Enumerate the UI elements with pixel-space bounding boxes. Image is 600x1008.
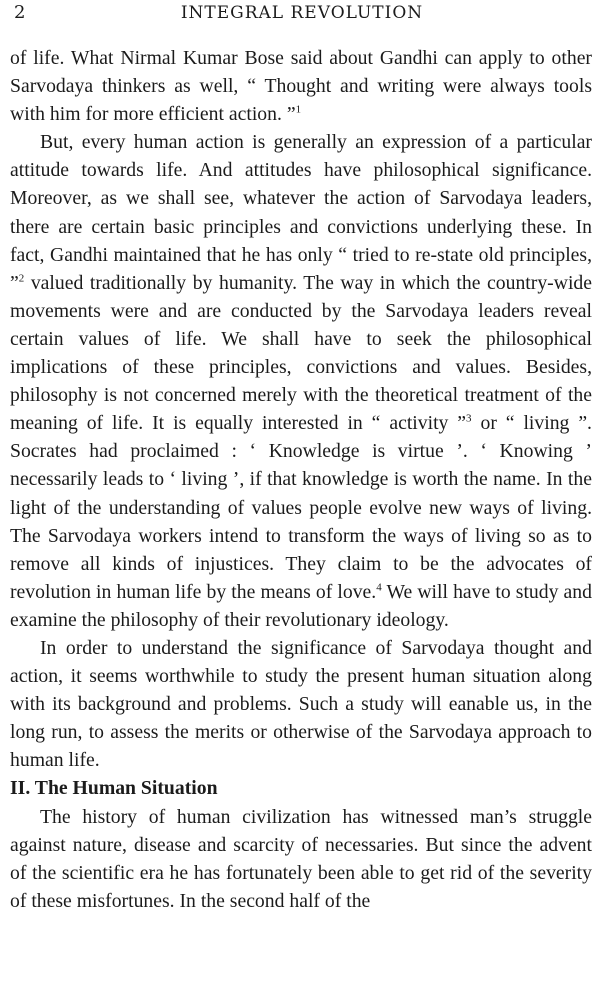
paragraph-text: We will have to study and examine the philosophy of their revolutionary ideology. (10, 580, 592, 631)
running-title: INTEGRAL REVOLUTION (180, 3, 424, 23)
paragraph-text: or “ living ”. Socrates had proclaimed : ‘ Knowledge is virtue ’. ‘ Knowing ’ necessarily leads to ‘ living ’, if that knowledge is worth the name. In the light of the understanding of values people evolve new ways of living. The Sarvodaya workers intend to transform the ways of living so as to remove all kinds of injustices. They claim to be the advocates of revolution in human life by the means of love. (10, 412, 592, 603)
body-text (10, 44, 592, 915)
page-number: 2 (14, 2, 26, 23)
paragraph-significance (10, 634, 592, 774)
running-head (10, 0, 594, 30)
paragraph-text: But, every human action is generally an expression of a particular attitude towards life. And attitudes have philosophical significance. Moreover, as we shall see, whatever the action of Sarvodaya leaders, there are certain basic principles and convictions underlying these. In fact, Gandhi maintained that he has only “ tried to re-state old principles, ” (10, 131, 592, 294)
paragraph-history (10, 803, 592, 915)
paragraph-text: of life. What Nirmal Kumar Bose said about Gandhi can apply to other Sarvodaya thinkers as well, “ Thought and writing were always tools with him for more efficient action. ” (10, 47, 592, 126)
footnote-marker-1: 1 (295, 103, 302, 116)
paragraph-text: In order to understand the significance of Sarvodaya thought and action, it seems worthwhile to study the present human situation along with its background and problems. Such a study will eanable us, in the long run, to assess the merits or otherwise of the Sarvodaya approach to human life. (10, 636, 592, 772)
paragraph-continuation (10, 44, 592, 128)
footnote-marker-4: 4 (376, 581, 382, 594)
paragraph-text: The history of human civilization has witnessed man’s struggle against nature, disease and scarcity of necessaries. But since the advent of the scientific era he has fortunately been able to get rid of the severity of these misfortunes. In the second half of the (10, 805, 592, 912)
paragraph-text: valued traditionally by humanity. The way in which the country-wide movements were and are conducted by the Sarvodaya leaders reveal certain values of life. We shall have to seek the philosophical implications of these principles, convictions and values. Besides, philosophy is not concerned merely with the theoretical treatment of the meaning of life. It is equally interested in “ activity ” (10, 271, 592, 435)
section-heading: II. The Human Situation (10, 777, 218, 800)
footnote-marker-2: 2 (18, 272, 25, 285)
paragraph-human-action (10, 128, 592, 634)
footnote-marker-3: 3 (466, 412, 472, 425)
